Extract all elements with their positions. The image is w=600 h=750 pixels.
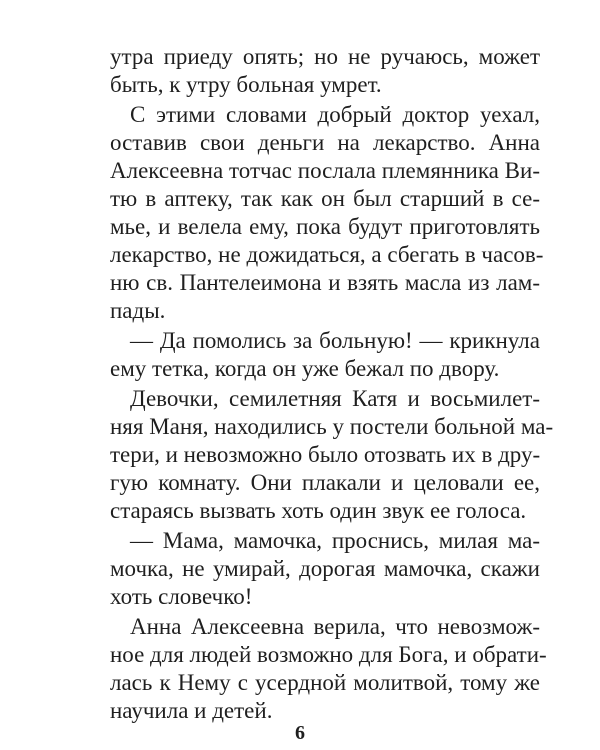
text-line: пады. xyxy=(110,298,166,323)
text-line: хоть словечко! xyxy=(110,584,253,609)
text-line: — Мама, мамочка, проснись, милая ма- xyxy=(130,528,540,553)
text-line: утра приеду опять; но не ручаюсь, может xyxy=(110,44,540,69)
text-line: ню св. Пантелеимона и взять масла из лам- xyxy=(110,270,540,295)
text-line: Алексеевна тотчас послала племянника Ви- xyxy=(110,158,540,183)
text-line: тери, и невозможно было отозвать их в дру- xyxy=(110,442,541,467)
text-line: ное для людей возможно для Бога, и обрати- xyxy=(110,642,547,667)
text-line: лекарство, не дожидаться, а сбегать в часов- xyxy=(110,242,544,267)
text-line: научила и детей. xyxy=(110,698,273,723)
text-line: стараясь вызвать хоть один звук ее голоса. xyxy=(110,498,527,523)
text-line: Анна Алексеевна верила, что невозмож- xyxy=(130,614,540,639)
text-line: — Да помолись за больную! — крикнула xyxy=(130,328,540,353)
text-line: ему тетка, когда он уже бежал по двору. xyxy=(110,356,500,381)
text-line: мье, и велела ему, пока будут приготовлять xyxy=(110,214,540,239)
text-line: тю в аптеку, так как он был старший в се- xyxy=(110,186,540,211)
text-line: С этими словами добрый доктор уехал, xyxy=(130,102,540,127)
text-line: оставив свои деньги на лекарство. Анна xyxy=(110,130,540,155)
text-line: быть, к утру больная умрет. xyxy=(110,72,382,97)
page-number: 6 xyxy=(295,722,305,744)
text-line: мочка, не умирай, дорогая мамочка, скажи xyxy=(110,556,540,581)
text-line: гую комнату. Они плакали и целовали ее, xyxy=(110,470,540,495)
text-line: лась к Нему с усердной молитвой, тому же xyxy=(110,670,540,695)
text-line: Девочки, семилетняя Катя и восьмилет- xyxy=(130,386,540,411)
text-line: няя Маня, находились у постели больной ма- xyxy=(110,414,554,439)
